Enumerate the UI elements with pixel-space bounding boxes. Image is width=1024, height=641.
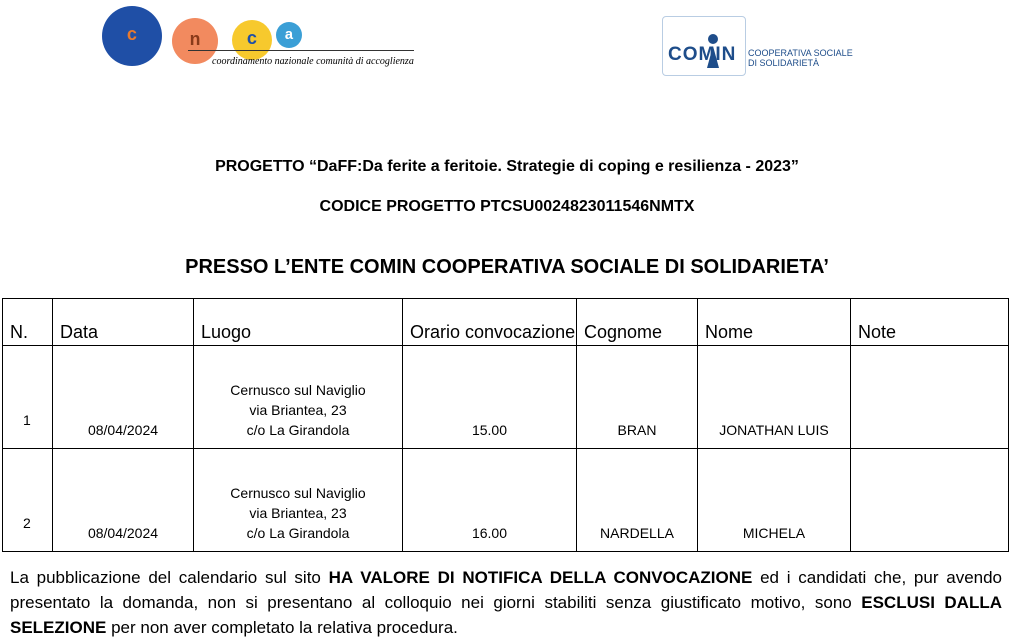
cell-orario: 16.00: [403, 449, 577, 552]
convocation-table: [2, 298, 1009, 552]
luogo-line2: via Briantea, 23: [249, 505, 347, 521]
notice-bold-1: HA VALORE DI NOTIFICA DELLA CONVOCAZIONE: [328, 568, 753, 587]
cnca-divider: [188, 50, 414, 51]
comin-logo: [662, 14, 872, 80]
col-header-nome: Nome: [698, 299, 851, 346]
project-code: CODICE PROGETTO PTCSU0024823011546NMTX: [319, 198, 695, 215]
cnca-logo: [100, 6, 430, 72]
cnca-letter-c2: c: [232, 20, 272, 60]
notice-text-3: per non aver completato la relativa procedura.: [106, 618, 458, 637]
comin-subtitle-line1: COOPERATIVA SOCIALE: [748, 48, 853, 58]
cell-n: 1: [3, 346, 53, 449]
entity-title: PRESSO L’ENTE COMIN COOPERATIVA SOCIALE DI SOLIDARIETA’: [185, 256, 829, 278]
col-header-cognome: Cognome: [577, 299, 698, 346]
col-header-data: Data: [53, 299, 194, 346]
table-header-row: [3, 299, 1009, 346]
cell-cognome: BRAN: [577, 346, 698, 449]
notice-text-2: ed i candidati che, pur avendo presentato la domanda, non si presentano al colloquio nei giorni stabiliti senza giustificato motivo, sono: [10, 568, 1003, 612]
cell-cognome: NARDELLA: [577, 449, 698, 552]
comin-name: COMIN: [668, 44, 737, 65]
cell-luogo: [194, 449, 403, 552]
notice-bold-2: ESCLUSI DALLA SELEZIONE: [10, 593, 1003, 637]
luogo-line3: c/o La Girandola: [246, 525, 350, 541]
cell-orario: 15.00: [403, 346, 577, 449]
cell-data: 08/04/2024: [53, 346, 194, 449]
table-row: [3, 449, 1009, 552]
cnca-letter-c: c: [102, 6, 162, 66]
project-title: PROGETTO “DaFF:Da ferite a feritoie. Strategie di coping e resilienza - 2023”: [215, 158, 799, 175]
person-body-icon: [707, 46, 719, 68]
cell-nome: MICHELA: [698, 449, 851, 552]
col-header-note: Note: [851, 299, 1009, 346]
luogo-line1: Cernusco sul Naviglio: [230, 485, 366, 501]
cell-nome: JONATHAN LUIS: [698, 346, 851, 449]
cell-note: [851, 449, 1009, 552]
notice-paragraph: [10, 565, 1002, 640]
cnca-letter-n: n: [172, 18, 218, 64]
person-icon: [708, 34, 718, 44]
col-header-luogo: Luogo: [194, 299, 403, 346]
notice-text-1: La pubblicazione del calendario sul sito: [10, 568, 329, 587]
comin-subtitle-line2: DI SOLIDARIETÀ: [748, 58, 820, 68]
luogo-line3: c/o La Girandola: [246, 422, 350, 438]
luogo-line1: Cernusco sul Naviglio: [230, 382, 366, 398]
cnca-letter-a: a: [276, 22, 302, 48]
col-header-n: N.: [3, 299, 53, 346]
cell-data: 08/04/2024: [53, 449, 194, 552]
table-row: [3, 346, 1009, 449]
col-header-orario: Orario convocazione: [403, 299, 577, 346]
cnca-tagline: coordinamento nazionale comunità di accoglienza: [212, 56, 414, 67]
cell-note: [851, 346, 1009, 449]
luogo-line2: via Briantea, 23: [249, 402, 347, 418]
cell-luogo: [194, 346, 403, 449]
comin-subtitle: [748, 48, 853, 68]
cell-n: 2: [3, 449, 53, 552]
